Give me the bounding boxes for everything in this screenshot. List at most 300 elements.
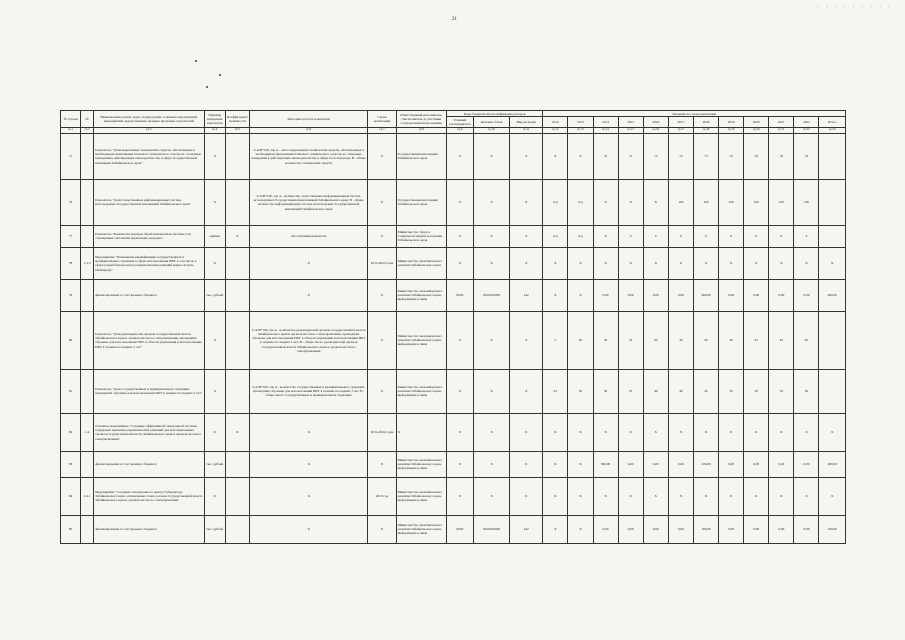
year-value: 35 xyxy=(618,369,643,413)
scan-speck xyxy=(206,86,208,88)
year-value: X xyxy=(668,477,693,515)
year-value: н/д xyxy=(543,225,568,247)
chief-manager-code: X xyxy=(446,225,473,247)
target-article-code: X xyxy=(473,133,509,179)
row-number: 78 xyxy=(61,247,81,279)
calc-method: I=A/B*100, где A - число выделенных технических средств, обеспеченных в необходимом приложении планового технического осмотра и с помощью измерений к действующим законодательству в сфере Гостехнадзора; B - общее количество технических средств xyxy=(249,133,368,179)
calc-method: Абсолютный показатель xyxy=(249,225,368,247)
item-name: Показатель "Доля отечественных информационных систем, используемых Государственной инспекцией Забайкальского края" xyxy=(94,179,205,225)
year-value: 0,00 xyxy=(618,515,643,543)
period: X xyxy=(368,133,396,179)
year-value: 0,00 xyxy=(744,279,769,311)
column-number: гр.1 xyxy=(61,127,81,133)
table-row xyxy=(61,225,846,247)
year-value: 0,00 xyxy=(618,279,643,311)
responsible: Министерство экономического развития Забайкальского края, информации и связи xyxy=(396,451,446,477)
year-value: X xyxy=(568,247,593,279)
column-number: гр.7 xyxy=(368,127,396,133)
year-value: н/д xyxy=(568,179,593,225)
year-value: 100,00 xyxy=(693,451,718,477)
year-value: 0,00 xyxy=(668,515,693,543)
unit: % xyxy=(204,311,225,369)
year-value: X xyxy=(618,247,643,279)
year-value: X xyxy=(769,413,794,451)
expense-type-code: 242 xyxy=(510,515,543,543)
calc-method: X xyxy=(249,413,368,451)
year-value: 40 xyxy=(668,311,693,369)
coefficient xyxy=(225,247,249,279)
year-value: 100,00 xyxy=(693,515,718,543)
column-number: гр.12 xyxy=(543,127,568,133)
column-number: гр.22 xyxy=(794,127,819,133)
year-value: 0,00 xyxy=(794,515,819,543)
item-name: Показатель "Доля руководителей органов государственной власти Забайкальского края и органов местного самоуправления, прошедших обучение для использования ИКТ в области управления и использованию ИКТ в течение последних 3 лет" xyxy=(94,311,205,369)
expense-type-code: X xyxy=(510,133,543,179)
year-value: 0,00 xyxy=(719,279,744,311)
unit: % xyxy=(204,179,225,225)
calc-method: X xyxy=(249,451,368,477)
coefficient xyxy=(225,477,249,515)
program-table xyxy=(60,110,846,544)
year-value: 0,00 xyxy=(794,451,819,477)
row-number: 82 xyxy=(61,413,81,451)
year-value: X xyxy=(819,247,846,279)
year-value: 400,00 xyxy=(819,451,846,477)
year-value: 6 xyxy=(769,225,794,247)
header-years-group: Значения по годам реализации xyxy=(543,111,846,117)
header-expense-type: Вид расходов xyxy=(510,117,543,128)
header-name: Наименование целей, задач, подпрограмм, основных мероприятий, мероприятий, ведомственных целевых программ, показателей xyxy=(94,111,205,128)
year-value: X xyxy=(693,247,718,279)
unit: % xyxy=(204,133,225,179)
year-value: X xyxy=(568,413,593,451)
year-value: X xyxy=(593,247,618,279)
year-value: 73 xyxy=(643,133,668,179)
header-unit: Единица измерения показателя xyxy=(204,111,225,128)
chief-manager-code: X xyxy=(446,451,473,477)
year-value: 71 xyxy=(618,133,643,179)
column-number: гр.5 xyxy=(225,127,249,133)
header-year: 2020 xyxy=(744,117,769,128)
expense-type-code: X xyxy=(510,311,543,369)
item-number xyxy=(81,279,94,311)
row-number: 77 xyxy=(61,225,81,247)
target-article-code: X xyxy=(473,451,509,477)
year-value: н/д xyxy=(568,225,593,247)
expense-type-code: X xyxy=(510,369,543,413)
year-value: X xyxy=(668,247,693,279)
year-value: 0,00 xyxy=(769,515,794,543)
unit: тыс. рублей xyxy=(204,279,225,311)
header-year: 2018 xyxy=(693,117,718,128)
year-value: X xyxy=(568,451,593,477)
header-period: Сроки реализации xyxy=(368,111,396,128)
year-value: 76 xyxy=(769,133,794,179)
year-value: X xyxy=(643,477,668,515)
year-value: X xyxy=(719,477,744,515)
year-value: 50 xyxy=(744,369,769,413)
header-year: 2022 xyxy=(794,117,819,128)
chief-manager-code: X xyxy=(446,179,473,225)
coefficient xyxy=(225,515,249,543)
year-value: X xyxy=(794,247,819,279)
year-value: 100 xyxy=(769,179,794,225)
year-value: X xyxy=(744,477,769,515)
year-value: 0,00 xyxy=(744,515,769,543)
period: X xyxy=(368,179,396,225)
year-value: 0,00 xyxy=(668,279,693,311)
calc-method: I=A/B*100, где A - количество отечественных информационных систем, используемых Государственной инспекцией Забайкальского края; B - общее количество информационных систем, используемых Государственной инспекцией Забайкальского края xyxy=(249,179,368,225)
item-name: Основное мероприятие "Создание эффективной электронной системы поддержки принятия управленческих решений для исполнительных органов государственной власти Забайкальского края и органов местного самоуправления" xyxy=(94,413,205,451)
calc-method: X xyxy=(249,477,368,515)
column-number: гр.13 xyxy=(568,127,593,133)
year-value: 20 xyxy=(568,311,593,369)
coefficient xyxy=(225,133,249,179)
period: X xyxy=(368,225,396,247)
responsible: Министерство экономического развития Забайкальского края, информации и связи xyxy=(396,369,446,413)
year-value: X xyxy=(744,413,769,451)
year-value: 0 xyxy=(668,225,693,247)
coefficient xyxy=(225,311,249,369)
item-number xyxy=(81,225,94,247)
item-number: 1.3.3 xyxy=(81,247,94,279)
period: X xyxy=(368,311,396,369)
table-row xyxy=(61,179,846,225)
table-row xyxy=(61,133,846,179)
header-year: 2016 xyxy=(643,117,668,128)
target-article-code: 0610100000 xyxy=(473,279,509,311)
year-value: 40 xyxy=(693,311,718,369)
year-value: X xyxy=(618,477,643,515)
year-value: 0,00 xyxy=(769,279,794,311)
period: X xyxy=(368,515,396,543)
year-value: 0 xyxy=(618,225,643,247)
year-value: X xyxy=(618,413,643,451)
year-value: X xyxy=(643,179,668,225)
responsible: Министерство экономического развития Забайкальского края, информации и связи xyxy=(396,515,446,543)
row-number: 79 xyxy=(61,279,81,311)
item-name: Показатель "Доля государственных и муниципальных служащих, прошедших обучение для использования ИКТ в течение последних 3 лет" xyxy=(94,369,205,413)
item-number xyxy=(81,515,94,543)
row-number: 71 xyxy=(61,133,81,179)
coefficient xyxy=(225,369,249,413)
header-number: № xyxy=(81,111,94,128)
year-value: X xyxy=(543,279,568,311)
item-name: финансирование за счет краевого бюджета xyxy=(94,451,205,477)
column-number: гр.18 xyxy=(693,127,718,133)
year-value: X xyxy=(643,413,668,451)
header-method: Методика расчета показателя xyxy=(249,111,368,128)
year-value xyxy=(819,133,846,179)
year-value: 0 xyxy=(693,225,718,247)
responsible: Министерство экономического развития Забайкальского края xyxy=(396,247,446,279)
year-value: 45 xyxy=(744,311,769,369)
item-number xyxy=(81,179,94,225)
table-body xyxy=(61,133,846,543)
year-value: X xyxy=(568,279,593,311)
year-value: 76 xyxy=(719,133,744,179)
year-value: 6 xyxy=(719,225,744,247)
item-number xyxy=(81,133,94,179)
year-value: 100 xyxy=(794,179,819,225)
table-row xyxy=(61,369,846,413)
table-header xyxy=(61,111,846,134)
year-value: 45 xyxy=(794,311,819,369)
chief-manager-code: X xyxy=(446,311,473,369)
chief-manager-code: 0930 xyxy=(446,279,473,311)
year-value: X xyxy=(618,179,643,225)
year-value: X xyxy=(693,413,718,451)
chief-manager-code: X xyxy=(446,247,473,279)
period: 2014-2022 годы xyxy=(368,413,396,451)
year-value: 74 xyxy=(668,133,693,179)
year-value: 40 xyxy=(719,311,744,369)
header-target-article: Целевая статья xyxy=(473,117,509,128)
item-name: Мероприятие "Создание ситуационного центра Губернатора Забайкальского края, оптимальных точек органов государственной власти Забайкальского края и органов местного самоуправления" xyxy=(94,477,205,515)
year-value: 0,00 xyxy=(794,279,819,311)
year-value: 300,00 xyxy=(593,451,618,477)
responsible: X xyxy=(396,413,446,451)
header-row-number: № строки xyxy=(61,111,81,128)
header-year: 2019 xyxy=(719,117,744,128)
year-value: X xyxy=(568,477,593,515)
header-year: Итого xyxy=(819,117,846,128)
row-number: 76 xyxy=(61,179,81,225)
column-number: гр.23 xyxy=(819,127,846,133)
target-article-code: X xyxy=(473,247,509,279)
expense-type-code: X xyxy=(510,477,543,515)
year-value: 0,00 xyxy=(719,515,744,543)
column-number: гр.21 xyxy=(769,127,794,133)
year-value: 0,00 xyxy=(744,451,769,477)
year-value: X xyxy=(719,247,744,279)
row-number: 84 xyxy=(61,477,81,515)
year-value: X xyxy=(643,247,668,279)
expense-type-code: X xyxy=(510,247,543,279)
year-value: X xyxy=(794,413,819,451)
item-name: финансирование за счет краевого бюджета xyxy=(94,279,205,311)
responsible: Государственная инспекция Забайкальского края xyxy=(396,179,446,225)
period: X xyxy=(368,279,396,311)
column-number: гр.6 xyxy=(249,127,368,133)
coefficient: X xyxy=(225,225,249,247)
table-row xyxy=(61,477,846,515)
target-article-code: X xyxy=(473,311,509,369)
year-value: 0,00 xyxy=(643,515,668,543)
year-value: 100,00 xyxy=(819,515,846,543)
year-value: X xyxy=(593,413,618,451)
year-value: X xyxy=(568,515,593,543)
year-value: X xyxy=(693,477,718,515)
page-number: 21 xyxy=(452,17,457,22)
target-article-code: X xyxy=(473,413,509,451)
column-number: гр.19 xyxy=(719,127,744,133)
year-value: 100 xyxy=(719,179,744,225)
year-value: 30 xyxy=(593,311,618,369)
header-year: 2017 xyxy=(668,117,693,128)
responsible: Министерство экономического развития Забайкальского края, информации и связи xyxy=(396,311,446,369)
year-value xyxy=(819,225,846,247)
chief-manager-code: X xyxy=(446,413,473,451)
responsible: Министерство экономического развития Забайкальского края, информации и связи xyxy=(396,477,446,515)
header-chief-manager: Главный распорядитель xyxy=(446,117,473,128)
column-number: гр.2 xyxy=(81,127,94,133)
period: X xyxy=(368,369,396,413)
column-number: гр.14 xyxy=(593,127,618,133)
year-value xyxy=(819,311,846,369)
year-value: 50 xyxy=(769,369,794,413)
row-number: 81 xyxy=(61,369,81,413)
year-value: 6 xyxy=(794,225,819,247)
year-value: 70 xyxy=(593,133,618,179)
year-value: X xyxy=(744,247,769,279)
header-year: 2012 xyxy=(543,117,568,128)
year-value: 75 xyxy=(693,133,718,179)
year-value: 50 xyxy=(794,369,819,413)
unit: % xyxy=(204,369,225,413)
target-article-code: 0610100000 xyxy=(473,515,509,543)
expense-type-code: X xyxy=(510,413,543,451)
year-value: 0,00 xyxy=(593,279,618,311)
year-value: X xyxy=(543,133,568,179)
chief-manager-code: X xyxy=(446,133,473,179)
column-number: гр.10 xyxy=(473,127,509,133)
calc-method: X xyxy=(249,247,368,279)
responsible: Министерство экономического развития Забайкальского края, информации и связи xyxy=(396,279,446,311)
year-value: 100 xyxy=(693,179,718,225)
row-number: 80 xyxy=(61,311,81,369)
year-value: X xyxy=(543,515,568,543)
year-value: 5 xyxy=(543,311,568,369)
calc-method: I=A/B*100, где A - количество руководителей органов государственной власти Забайкальского края и органов местного самоуправления, прошедших обучение для использования ИКТ в области управления и использования ИКТ в течение последних 3 лет; B - общее число руководителей органов государственной власти Забайкальского края и органов местного самоуправления xyxy=(249,311,368,369)
expense-type-code: X xyxy=(510,179,543,225)
year-value: н/д xyxy=(543,179,568,225)
year-value: X xyxy=(794,477,819,515)
chief-manager-code: X xyxy=(446,477,473,515)
table-row xyxy=(61,311,846,369)
year-value: 0,00 xyxy=(593,515,618,543)
header-coef: Коэффи-циент значимости xyxy=(225,111,249,128)
responsible: Министерство труда и социальной защиты населения Забайкальского края xyxy=(396,225,446,247)
coefficient xyxy=(225,279,249,311)
year-value: 0 xyxy=(643,225,668,247)
year-value: 0,00 xyxy=(643,451,668,477)
year-value: 6 xyxy=(744,225,769,247)
year-value: 76 xyxy=(744,133,769,179)
scan-marks: - - - - - - - - - xyxy=(817,5,893,10)
table-row xyxy=(61,451,846,477)
target-article-code: X xyxy=(473,225,509,247)
year-value: X xyxy=(668,413,693,451)
item-number: 1.4.1 xyxy=(81,477,94,515)
unit: тыс. рублей xyxy=(204,451,225,477)
expense-type-code: 242 xyxy=(510,279,543,311)
target-article-code: X xyxy=(473,369,509,413)
year-value: X xyxy=(568,133,593,179)
item-name: Показатель "Доля выделенных технических средств, обеспеченных в необходимом приложении планового технического осмотра и с помощью измерений к действующим законодательству в сфере Государственной инспекции Забайкальского края" xyxy=(94,133,205,179)
coefficient: X xyxy=(225,413,249,451)
year-value: 50 xyxy=(719,369,744,413)
year-value: X xyxy=(769,477,794,515)
unit: единиц xyxy=(204,225,225,247)
year-value: X xyxy=(543,451,568,477)
year-value: 0,00 xyxy=(769,451,794,477)
period: 2014-2022 годы xyxy=(368,247,396,279)
unit: X xyxy=(204,413,225,451)
column-number: гр.9 xyxy=(446,127,473,133)
year-value: 35 xyxy=(618,311,643,369)
year-value: 100 xyxy=(668,179,693,225)
header-codes-group: Коды бюджетной классификации расходов xyxy=(446,111,542,117)
year-value: 0,00 xyxy=(668,451,693,477)
year-value: 76 xyxy=(794,133,819,179)
year-value: 100 xyxy=(744,179,769,225)
coefficient xyxy=(225,451,249,477)
table-row xyxy=(61,247,846,279)
year-value: 40 xyxy=(668,369,693,413)
year-value: 45 xyxy=(769,311,794,369)
year-value: 40 xyxy=(643,369,668,413)
item-name: Показатель "Количество центров обработки вызовов системы-112, оснащенных системами управления очередью" xyxy=(94,225,205,247)
year-value: X xyxy=(719,413,744,451)
column-number: гр.11 xyxy=(510,127,543,133)
year-value: X xyxy=(819,413,846,451)
year-value: 400,00 xyxy=(693,279,718,311)
calc-method: X xyxy=(249,515,368,543)
calc-method: I=A/B*100, где A - количество государственных и муниципальных служащих, прошедших обучение для использования ИКТ в течение последних 3 лет; B - общее число государственных и муниципальных служащих xyxy=(249,369,368,413)
year-value: 40 xyxy=(643,311,668,369)
year-value xyxy=(819,179,846,225)
table-row xyxy=(61,413,846,451)
chief-manager-code: X xyxy=(446,369,473,413)
year-value: X xyxy=(819,477,846,515)
year-value: X xyxy=(543,413,568,451)
year-value: X xyxy=(593,477,618,515)
year-value: 400,00 xyxy=(819,279,846,311)
period: 2015 год xyxy=(368,477,396,515)
year-value: 0,00 xyxy=(643,279,668,311)
header-year: 2015 xyxy=(618,117,643,128)
year-value: 0,00 xyxy=(618,451,643,477)
column-number: гр.8 xyxy=(396,127,446,133)
unit: тыс. рублей xyxy=(204,515,225,543)
year-value: X xyxy=(593,179,618,225)
chief-manager-code: 0930 xyxy=(446,515,473,543)
year-value xyxy=(819,369,846,413)
scan-speck xyxy=(195,60,197,62)
target-article-code: X xyxy=(473,179,509,225)
item-number xyxy=(81,451,94,477)
expense-type-code: X xyxy=(510,451,543,477)
coefficient xyxy=(225,179,249,225)
period: X xyxy=(368,451,396,477)
year-value: X xyxy=(769,247,794,279)
column-number: гр.17 xyxy=(668,127,693,133)
column-number: гр.3 xyxy=(94,127,205,133)
column-number: гр.20 xyxy=(744,127,769,133)
year-value: X xyxy=(543,247,568,279)
unit: X xyxy=(204,247,225,279)
table-row xyxy=(61,515,846,543)
scan-speck xyxy=(219,74,221,76)
header-responsible: Ответственный исполнитель, соисполнитель и участники государственной программы xyxy=(396,111,446,128)
year-value: 40 xyxy=(693,369,718,413)
header-year: 2014 xyxy=(593,117,618,128)
year-value: 25 xyxy=(543,369,568,413)
item-name: финансирование за счет краевого бюджета xyxy=(94,515,205,543)
item-number: 1.4 xyxy=(81,413,94,451)
item-number xyxy=(81,369,94,413)
